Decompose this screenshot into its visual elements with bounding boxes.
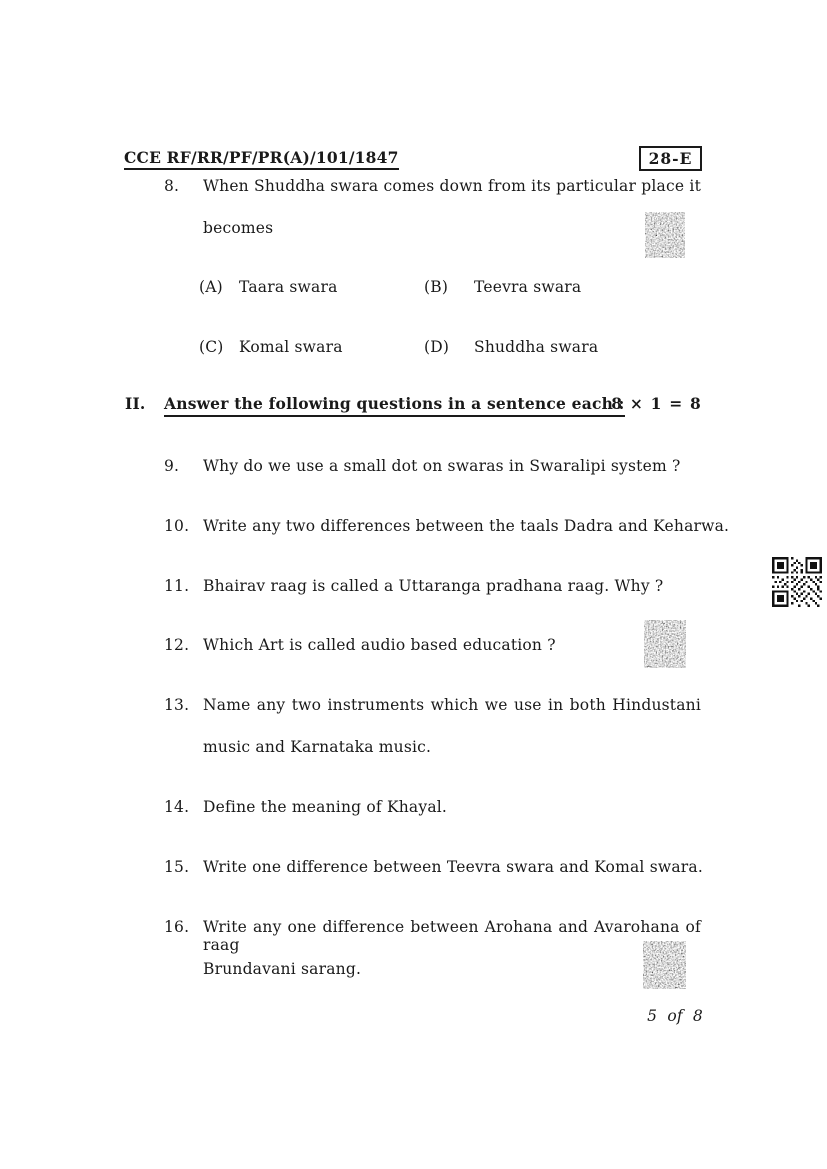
question-12-text: Which Art is called audio based education ? xyxy=(203,636,556,654)
question-11-number: 11. xyxy=(164,577,190,595)
question-9-text: Why do we use a small dot on swaras in Swaralipi system ? xyxy=(203,457,681,475)
question-14-text: Define the meaning of Khayal. xyxy=(203,798,448,816)
question-16-number: 16. xyxy=(164,918,190,936)
paper-code: CCE RF/RR/PF/PR(A)/101/1847 xyxy=(124,148,399,170)
option-c-label: (C) xyxy=(199,338,224,356)
question-14-number: 14. xyxy=(164,798,190,816)
option-c-text: Komal swara xyxy=(239,338,343,356)
question-12-number: 12. xyxy=(164,636,190,654)
question-11-text: Bhairav raag is called a Uttaranga pradhana raag. Why ? xyxy=(203,577,664,595)
option-b-label: (B) xyxy=(424,278,449,296)
question-15-text: Write one difference between Teevra swara and Komal swara. xyxy=(203,858,703,876)
qr-code-icon xyxy=(772,557,822,607)
option-a-text: Taara swara xyxy=(239,278,338,296)
question-8-line-1: When Shuddha swara comes down from its particular place it xyxy=(203,177,701,195)
section-2-numeral: II. xyxy=(125,394,146,413)
watermark-noise-1-icon xyxy=(645,212,685,258)
question-8-line-2: becomes xyxy=(203,219,274,237)
option-d-label: (D) xyxy=(424,338,450,356)
question-16-line-1: Write any one difference between Arohana and Avarohana of raag xyxy=(203,918,701,954)
watermark-noise-3-icon xyxy=(643,941,686,989)
question-8-number: 8. xyxy=(164,177,180,195)
question-9-number: 9. xyxy=(164,457,180,475)
question-10-number: 10. xyxy=(164,517,190,535)
question-13-number: 13. xyxy=(164,696,190,714)
section-2-heading: Answer the following questions in a sentence each : xyxy=(164,394,625,417)
page-number: 5 of 8 xyxy=(647,1007,703,1025)
question-15-number: 15. xyxy=(164,858,190,876)
question-10-text: Write any two differences between the taals Dadra and Keharwa. xyxy=(203,517,730,535)
question-13-line-2: music and Karnataka music. xyxy=(203,738,432,756)
option-d-text: Shuddha swara xyxy=(474,338,599,356)
version-code-box xyxy=(639,146,702,171)
option-a-label: (A) xyxy=(199,278,223,296)
option-b-text: Teevra swara xyxy=(474,278,582,296)
question-13-line-1: Name any two instruments which we use in both Hindustani xyxy=(203,696,701,714)
section-2-marks: 8 × 1 = 8 xyxy=(611,394,701,413)
watermark-noise-2-icon xyxy=(644,620,686,668)
question-16-line-2: Brundavani sarang. xyxy=(203,960,362,978)
version-code: 28-E xyxy=(648,149,693,168)
